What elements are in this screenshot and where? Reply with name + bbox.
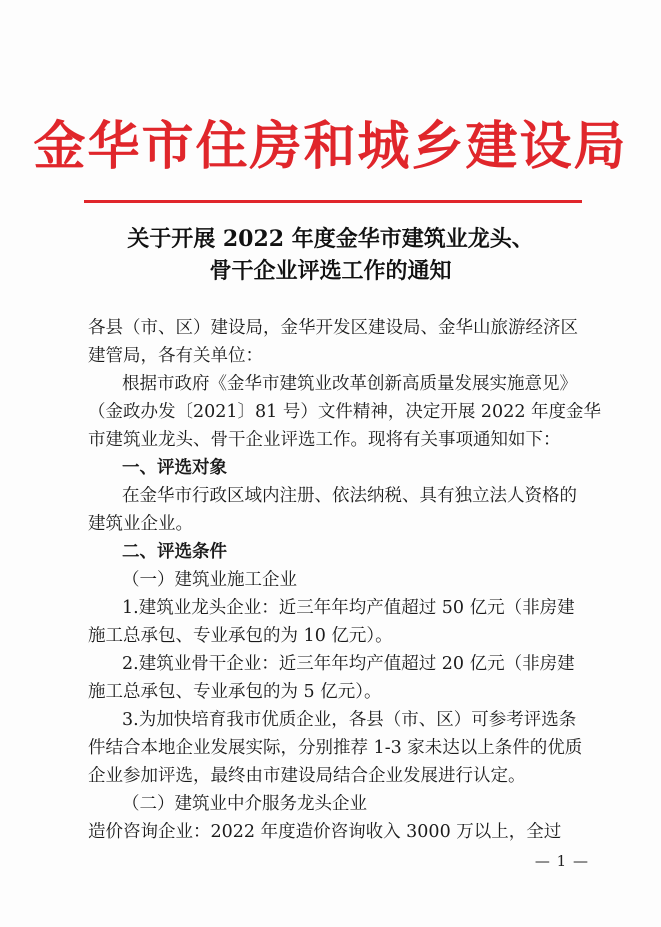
body-paragraph-line: 造价咨询企业：2022 年度造价咨询收入 3000 万以上，全过 [88, 822, 562, 842]
body-paragraph-line: 3.为加快培育我市优质企业，各县（市、区）可参考评选条 [122, 710, 577, 730]
addressee-line-1: 各县（市、区）建设局，金华开发区建设局、金华山旅游经济区 [88, 318, 578, 338]
body-paragraph-line: 企业参加评选，最终由市建设局结合企业发展进行认定。 [88, 766, 526, 786]
subsection-heading-intermediary: （二）建筑业中介服务龙头企业 [122, 794, 367, 814]
addressee-line-2: 建管局，各有关单位： [88, 346, 263, 366]
body-paragraph-line: 根据市政府《金华市建筑业改革创新高质量发展实施意见》 [122, 374, 577, 394]
red-header-rule [84, 200, 582, 203]
page-number: — 1 — [534, 852, 589, 870]
body-paragraph-line: 件结合本地企业发展实际，分别推荐 1-3 家未达以上条件的优质 [88, 738, 583, 758]
body-paragraph-line: 1.建筑业龙头企业：近三年年均产值超过 50 亿元（非房建 [122, 598, 575, 618]
subsection-heading-construction: （一）建筑业施工企业 [122, 570, 297, 590]
body-paragraph-line: （金政办发〔2021〕81 号）文件精神，决定开展 2022 年度金华 [88, 402, 602, 422]
body-paragraph-line: 市建筑业龙头、骨干企业评选工作。现将有关事项通知如下： [88, 430, 561, 450]
body-paragraph-line: 在金华市行政区域内注册、依法纳税、具有独立法人资格的 [122, 486, 577, 506]
agency-header-title: 金华市住房和城乡建设局 [33, 116, 628, 177]
document-title-line-1: 关于开展 2022 年度金华市建筑业龙头、 [127, 226, 534, 252]
body-paragraph-line: 施工总承包、专业承包的为 10 亿元）。 [88, 626, 393, 646]
body-paragraph-line: 建筑业企业。 [88, 514, 193, 534]
body-paragraph-line: 2.建筑业骨干企业：近三年年均产值超过 20 亿元（非房建 [122, 654, 575, 674]
document-title-line-2: 骨干企业评选工作的通知 [209, 258, 452, 284]
body-paragraph-line: 施工总承包、专业承包的为 5 亿元）。 [88, 682, 382, 702]
section-heading-evaluation-target: 一、评选对象 [122, 458, 227, 478]
section-heading-evaluation-criteria: 二、评选条件 [122, 542, 227, 562]
